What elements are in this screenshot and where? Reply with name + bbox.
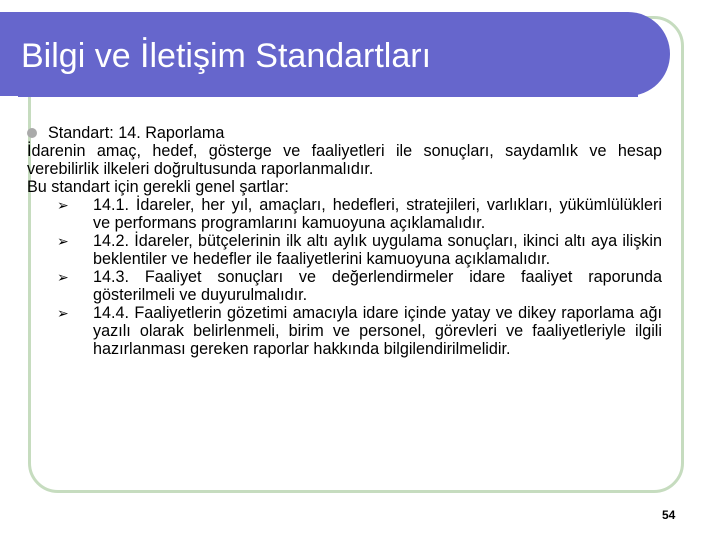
arrow-bullet-icon: ➢ <box>57 197 69 213</box>
arrow-bullet-icon: ➢ <box>57 269 69 285</box>
list-item-text: 14.4. Faaliyetlerin gözetimi amacıyla idare içinde yatay ve dikey raporlama ağı yazılı olarak belirlenmeli, birim ve personel, görevleri ve faaliyetleriyle ilgili hazırlanması gereken raporlar hakkında bilgilendirilmelidir. <box>93 304 662 358</box>
lead-text: Bu standart için gerekli genel şartlar: <box>27 178 289 196</box>
list-item-text: 14.1. İdareler, her yıl, amaçları, hedefleri, stratejileri, varlıkları, yükümlülükleri ve performans programlarını kamuoyuna açıklamalıdır. <box>93 196 662 232</box>
slide-body <box>27 124 662 358</box>
list-item <box>27 196 662 232</box>
list-item <box>27 268 662 304</box>
arrow-bullet-icon: ➢ <box>57 305 69 321</box>
bullet-dot-icon <box>27 128 37 138</box>
list-item-text: 14.2. İdareler, bütçelerinin ilk altı aylık uygulama sonuçları, ikinci altı aya ilişkin beklentiler ve hedefler ile faaliyetlerini kamuoyuna açıklamalıdır. <box>93 232 662 268</box>
arrow-bullet-icon: ➢ <box>57 233 69 249</box>
list-item <box>27 232 662 268</box>
page-number: 54 <box>662 508 676 522</box>
heading-text: Standart: 14. Raporlama <box>48 124 225 142</box>
list-item-text: 14.3. Faaliyet sonuçları ve değerlendirmeler idare faaliyet raporunda gösterilmeli ve duyurulmalıdır. <box>93 268 662 304</box>
requirements-list <box>27 196 662 358</box>
slide-title: Bilgi ve İletişim Standartları <box>21 37 432 75</box>
intro-text: İdarenin amaç, hedef, gösterge ve faaliyetleri ile sonuçları, saydamlık ve hesap verebilirlik ilkeleri doğrultusunda raporlanmalıdır. <box>27 142 662 178</box>
title-underline <box>18 94 638 97</box>
heading-line <box>27 124 662 142</box>
list-item <box>27 304 662 358</box>
